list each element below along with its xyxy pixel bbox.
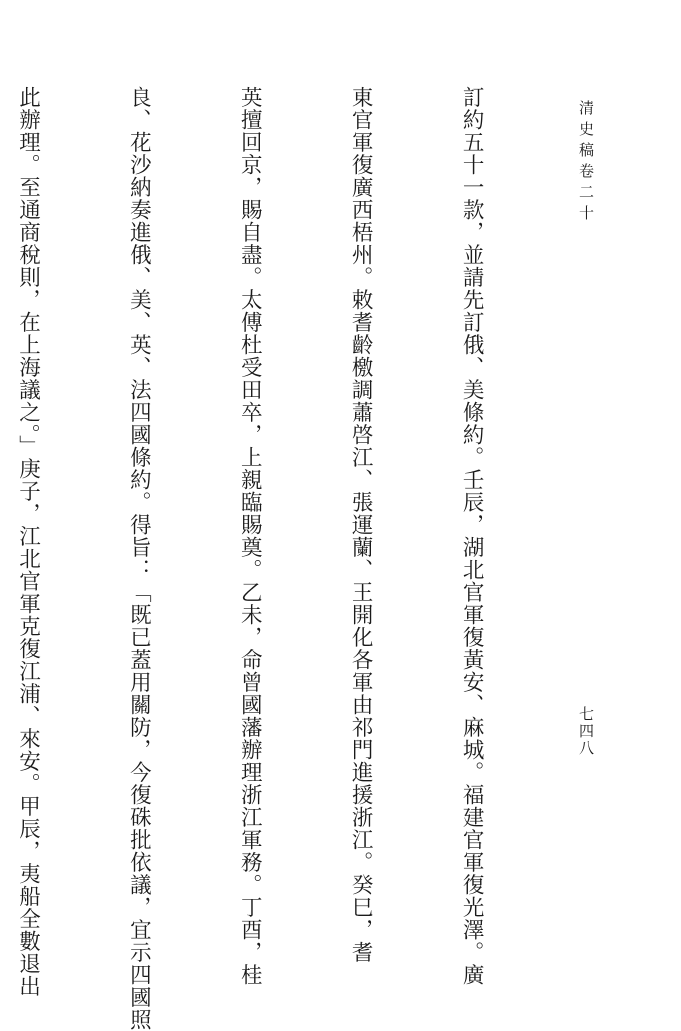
text-column: 此辦理。至通商稅則，在上海議之。」庚子，江北官軍克復江浦、來安。甲辰，夷船全數退出 [15,86,41,998]
text-column: 訂約五十一款，並請先訂俄、美條約。壬辰，湖北官軍復黃安、麻城。福建官軍復光澤。廣 [459,86,485,986]
page-number: 七四八 [577,706,595,757]
running-title: 清史稿卷二十 [577,100,595,226]
text-column: 英擅回京，賜自盡。太傅杜受田卒，上親臨賜奠。乙未，命曾國藩辦理浙江軍務。丁酉，桂 [237,86,263,986]
text-column: 良、花沙納奏進俄、美、英、法四國條約。得旨：「既已蓋用關防，今復硃批依議，宜示四國照 [126,86,152,1031]
text-column: 東官軍復廣西梧州。敕耆齡檄調蕭啓江、張運蘭、王開化各軍由祁門進援浙江。癸巳，耆 [348,86,374,964]
vertical-text-body [15,86,563,1031]
